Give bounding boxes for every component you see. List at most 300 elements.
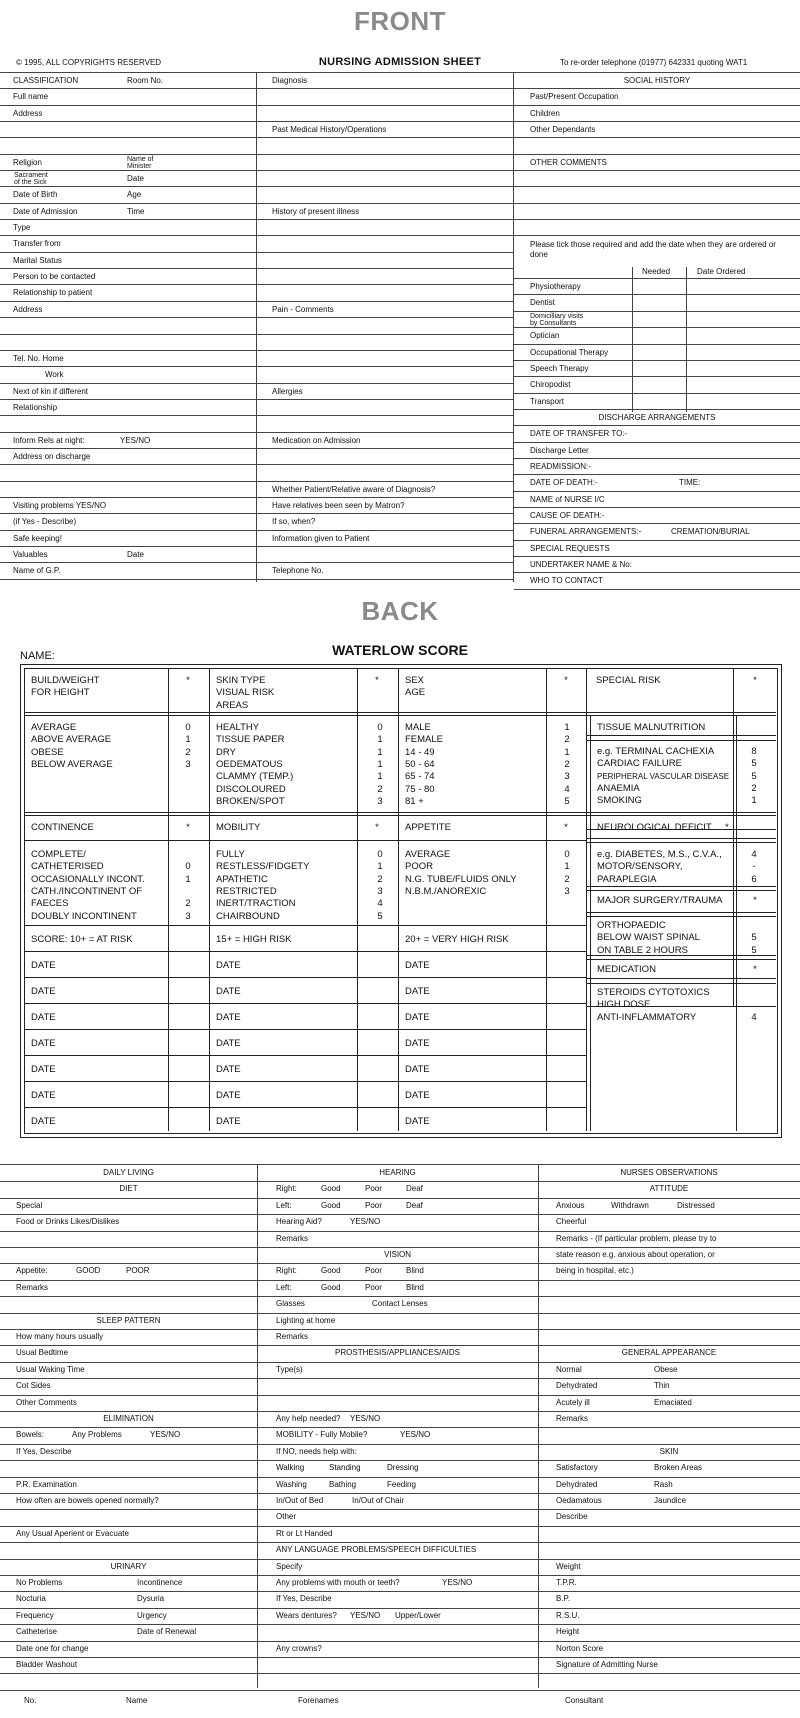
- waterlow-date-rule: [24, 1055, 586, 1056]
- discharge-row: [514, 443, 800, 459]
- front-left-row: [0, 514, 256, 530]
- front-right-row: [514, 187, 800, 203]
- discharge-label: WHO TO CONTACT: [530, 576, 603, 586]
- discharge-label: READMISSION:-: [530, 461, 591, 471]
- front-right-row: [514, 122, 800, 138]
- observations-option: Distressed: [677, 1200, 715, 1210]
- front-middle-row-label: Medication on Admission: [272, 435, 361, 445]
- front-left-row: [0, 465, 256, 481]
- front-middle-row-label: If so, when?: [272, 517, 316, 527]
- bottom-row-rule: [0, 1329, 800, 1330]
- front-right-row: [514, 220, 800, 236]
- front-left-row-label: CLASSIFICATION: [13, 76, 79, 85]
- daily-living-label: P.R. Examination: [16, 1479, 77, 1489]
- front-right-row: [514, 138, 800, 154]
- front-left-row: [0, 351, 256, 367]
- yes-no-option: YES/NO: [442, 1578, 473, 1587]
- waterlow-date-rule: [24, 977, 586, 978]
- service-label: Dentist: [530, 298, 555, 308]
- observations-label: Signature of Admitting Nurse: [556, 1660, 658, 1669]
- observations-label: Norton Score: [556, 1643, 604, 1653]
- continence-item: FAECES: [31, 898, 69, 910]
- bottom-row-rule: [0, 1641, 800, 1642]
- sex-score: 3: [564, 771, 570, 783]
- waterlow-col-line: [357, 668, 358, 1131]
- front-left-row-label: Date of Admission: [13, 206, 78, 216]
- discharge-row: [514, 541, 800, 557]
- front-middle-row: [257, 351, 513, 367]
- date-label: DATE: [216, 1012, 241, 1023]
- waterlow-col-line: [736, 715, 737, 1131]
- front-middle-row-label: History of present illness: [272, 206, 360, 216]
- observations-option: Emaciated: [654, 1397, 692, 1407]
- front-left-row-extra: Date: [127, 174, 144, 184]
- waterlow-col-line: [546, 668, 547, 1131]
- front-left-row-label: Transfer from: [13, 239, 61, 249]
- observations-label: Remarks: [556, 1414, 589, 1423]
- neuro-item: PARAPLEGIA: [597, 873, 657, 885]
- hearing-vision-label: Walking: [276, 1463, 305, 1473]
- continence-item: COMPLETE/: [31, 849, 86, 860]
- front-middle-row: [257, 465, 513, 481]
- mobility-score: 2: [377, 873, 383, 885]
- sex-item: 75 - 80: [405, 783, 435, 795]
- front-left-row: [0, 531, 256, 547]
- front-right-row-label: Children: [530, 108, 560, 118]
- daily-living-label: Special: [16, 1200, 43, 1210]
- front-left-row: [0, 220, 256, 236]
- hearing-vision-label: Left:: [276, 1282, 292, 1292]
- daily-living-label: No Problems: [16, 1578, 63, 1587]
- daily-living-label: Any Usual Aperient or Evacuate: [16, 1528, 129, 1538]
- observations-label: Cheerful: [556, 1217, 587, 1227]
- continence-score: 0: [185, 861, 191, 873]
- option-deaf-blind: Deaf: [406, 1200, 423, 1210]
- footer-label: No.: [24, 1696, 37, 1705]
- front-left-row: [0, 416, 256, 432]
- waterlow-date-rule: [24, 1081, 586, 1082]
- hearing-vision-header: VISION: [383, 1250, 412, 1259]
- discharge-row: [514, 508, 800, 524]
- front-left-row-label: Inform Rels at night:: [13, 435, 85, 445]
- front-middle-row: [257, 547, 513, 563]
- front-middle-row-label: Whether Patient/Relative aware of Diagnosis?: [272, 484, 436, 494]
- bottom-row-rule: [0, 1263, 800, 1264]
- daily-living-label: Other Comments: [16, 1397, 77, 1407]
- front-middle-row: [257, 253, 513, 269]
- front-middle-row: [257, 482, 513, 498]
- major-surgery-header: MAJOR SURGERY/TRAUMA: [597, 895, 723, 906]
- skin-score: 3: [377, 795, 383, 807]
- waterlow-rule: [24, 951, 586, 952]
- neurological-deficit-header: NEUROLOGICAL DEFICIT: [597, 822, 712, 833]
- date-label: DATE: [216, 986, 241, 997]
- special-risk-header: SPECIAL RISK: [596, 675, 661, 686]
- option-poor: Poor: [365, 1266, 382, 1276]
- mobility-score: 5: [377, 910, 383, 922]
- dentures-option: Upper/Lower: [395, 1610, 441, 1620]
- front-left-row-label: Relationship: [13, 402, 58, 412]
- hearing-vision-label: ANY LANGUAGE PROBLEMS/SPEECH DIFFICULTIES: [276, 1545, 477, 1555]
- front-middle-row: [257, 73, 513, 89]
- front-left-row: [0, 498, 256, 514]
- services-grid-line: [686, 267, 687, 413]
- star-marker: *: [753, 964, 757, 975]
- front-left-row-extra: YES/NO: [120, 435, 151, 445]
- yes-no-option: YES/NO: [350, 1414, 381, 1423]
- star-marker: *: [186, 822, 190, 833]
- front-left-row-label: Person to be contacted: [13, 272, 96, 282]
- observations-label: being in hospital, etc.): [556, 1266, 634, 1276]
- footer-label: Forenames: [298, 1696, 339, 1705]
- front-left-row-label: Address: [13, 304, 43, 314]
- build-item: AVERAGE: [31, 722, 77, 733]
- score-at-risk: SCORE: 10+ = AT RISK: [31, 934, 133, 945]
- daily-living-label: How often are bowels opened normally?: [16, 1496, 159, 1505]
- front-right-row: [514, 73, 800, 89]
- skin-score: 1: [377, 771, 383, 783]
- observations-label: Remarks - (If particular problem, please try to: [556, 1233, 717, 1243]
- service-row: [514, 328, 800, 344]
- skin-item: BROKEN/SPOT: [216, 795, 285, 807]
- discharge-label: SPECIAL REQUESTS: [530, 543, 610, 553]
- front-left-row-label: Name of G.P.: [13, 566, 61, 576]
- front-middle-row: [257, 449, 513, 465]
- build-item: OBESE: [31, 746, 64, 758]
- front-left-row-label: Type: [13, 223, 31, 233]
- daily-living-label: Bladder Washout: [16, 1660, 78, 1669]
- front-left-row: [0, 171, 256, 187]
- daily-living-label: Catheterise: [16, 1627, 57, 1637]
- tissue-score: 5: [751, 758, 757, 770]
- front-middle-row: [257, 400, 513, 416]
- sex-score: 2: [564, 734, 570, 746]
- mobility-score: 4: [377, 898, 383, 910]
- front-middle-row: [257, 187, 513, 203]
- front-middle-row: [257, 122, 513, 138]
- daily-living-header: URINARY: [110, 1561, 147, 1571]
- front-left-row-label: Valuables: [13, 549, 48, 559]
- waterlow-col-line: [590, 715, 591, 1131]
- time-label: TIME:: [679, 478, 701, 488]
- date-label: DATE: [405, 1038, 430, 1049]
- waterlow-col-line: [586, 668, 587, 1131]
- bottom-row-rule: [0, 1657, 800, 1658]
- date-label: DATE: [31, 960, 56, 971]
- tissue-item: CARDIAC FAILURE: [597, 758, 682, 770]
- daily-living-label: Frequency: [16, 1610, 54, 1620]
- service-label: Transport: [530, 396, 564, 406]
- observations-label: T.P.R.: [556, 1578, 577, 1587]
- observations-header: GENERAL APPEARANCE: [621, 1348, 717, 1358]
- hearing-vision-label: Specify: [276, 1561, 303, 1571]
- build-score: 0: [185, 722, 191, 733]
- hearing-vision-label: Rt or Lt Handed: [276, 1528, 333, 1538]
- front-right-row: [514, 155, 800, 171]
- daily-living-label: Nocturia: [16, 1594, 46, 1604]
- waterlow-right-rule: [586, 838, 776, 839]
- service-label: Speech Therapy: [530, 363, 589, 373]
- front-middle-row-label: Pain - Comments: [272, 304, 334, 314]
- hearing-vision-label: Any crowns?: [276, 1643, 322, 1653]
- build-item: ABOVE AVERAGE: [31, 734, 112, 746]
- discharge-row: [514, 573, 800, 589]
- daily-living-option: Dysuria: [137, 1594, 165, 1604]
- hearing-vision-label: Remarks: [276, 1233, 309, 1243]
- neuro-score: 4: [751, 849, 757, 860]
- build-header: BUILD/WEIGHT: [31, 675, 100, 686]
- front-middle-row: [257, 384, 513, 400]
- hearing-vision-header: HEARING: [379, 1168, 416, 1177]
- observations-option: Thin: [654, 1381, 670, 1391]
- discharge-row: [514, 475, 800, 491]
- build-score: 2: [185, 746, 191, 758]
- daily-living-label: Appetite:: [16, 1266, 48, 1276]
- skin-score: 2: [377, 783, 383, 795]
- hearing-vision-label: Type(s): [276, 1364, 303, 1374]
- front-middle-row: [257, 106, 513, 122]
- medication-item: STEROIDS CYTOTOXICS: [597, 987, 710, 998]
- date-label: DATE: [405, 1064, 430, 1075]
- star-marker: *: [186, 675, 190, 686]
- observations-option: Withdrawn: [611, 1200, 649, 1210]
- front-left-row: [0, 400, 256, 416]
- front-middle-row-label: Have relatives been seen by Matron?: [272, 500, 405, 510]
- front-middle-row: [257, 302, 513, 318]
- tissue-score: 1: [751, 795, 757, 807]
- front-left-row: [0, 547, 256, 563]
- daily-living-option: Urgency: [137, 1610, 167, 1620]
- tissue-score: 2: [751, 782, 757, 794]
- front-middle-row: [257, 285, 513, 301]
- front-left-column: [0, 73, 256, 580]
- waterlow-col-line: [209, 668, 210, 1131]
- help-option: Feeding: [387, 1479, 416, 1489]
- front-middle-row: [257, 220, 513, 236]
- option-good: Good: [321, 1266, 341, 1276]
- front-middle-row-label: Telephone No.: [272, 566, 324, 576]
- front-left-row-label: Visiting problems YES/NO: [13, 500, 107, 510]
- service-row: [514, 394, 800, 410]
- option-poor: Poor: [365, 1184, 382, 1194]
- waterlow-right-rule: [586, 983, 776, 984]
- front-middle-row: [257, 531, 513, 547]
- daily-living-option: Any Problems: [72, 1430, 122, 1440]
- sex-item: FEMALE: [405, 734, 444, 746]
- hearing-vision-label: Any help needed?: [276, 1414, 341, 1423]
- date-label: DATE: [216, 1038, 241, 1049]
- star-marker: *: [753, 675, 757, 686]
- date-label: DATE: [405, 960, 430, 971]
- option-poor: Poor: [365, 1282, 382, 1292]
- waterlow-right-rule: [586, 842, 776, 843]
- hearing-vision-label: If NO, needs help with:: [276, 1446, 357, 1456]
- hearing-vision-label: Hearing Aid?: [276, 1217, 322, 1227]
- discharge-row: [514, 426, 800, 442]
- front-right-row: [514, 89, 800, 105]
- date-ordered-label: Date Ordered: [697, 267, 746, 277]
- service-row: [514, 361, 800, 377]
- daily-living-label: How many hours usually: [16, 1332, 104, 1341]
- daily-living-option: POOR: [126, 1266, 150, 1276]
- mobility-item: CHAIRBOUND: [216, 910, 280, 922]
- tissue-item: PERIPHERAL VASCULAR DISEASE: [597, 771, 730, 781]
- date-label: DATE: [405, 1090, 430, 1101]
- hearing-vision-label: Lighting at home: [276, 1315, 336, 1325]
- appetite-score: 3: [564, 885, 570, 897]
- discharge-row: [514, 459, 800, 475]
- front-right-row: [514, 106, 800, 122]
- appetite-score: 2: [564, 873, 570, 885]
- front-left-row-label: (if Yes - Describe): [13, 517, 77, 527]
- option-deaf-blind: Deaf: [406, 1184, 423, 1194]
- option-good: Good: [321, 1282, 341, 1292]
- waterlow-right-rule: [586, 890, 776, 891]
- front-right-row-label: OTHER COMMENTS: [530, 157, 607, 167]
- bottom-row-rule: [0, 1624, 800, 1625]
- sex-item: 65 - 74: [405, 771, 435, 783]
- footer-label: Name: [126, 1696, 148, 1705]
- date-label: DATE: [405, 1012, 430, 1023]
- star-marker: *: [564, 675, 568, 686]
- front-left-row-extra: Age: [127, 190, 142, 200]
- front-middle-row: [257, 269, 513, 285]
- front-left-row-extra: Time: [127, 206, 145, 216]
- name-label: NAME:: [20, 650, 55, 662]
- date-label: DATE: [216, 1116, 241, 1127]
- front-left-row: [0, 482, 256, 498]
- star-marker: *: [725, 822, 729, 833]
- continence-item: OCCASIONALLY INCONT.: [31, 873, 145, 885]
- skin-item: DRY: [216, 746, 236, 758]
- appetite-score: 0: [564, 849, 570, 860]
- service-label: Domicilliary visits by Consultants: [530, 312, 584, 327]
- front-middle-row: [257, 514, 513, 530]
- contact-lenses-option: Contact Lenses: [372, 1299, 428, 1309]
- neuro-score: -: [752, 861, 756, 873]
- observations-option: Broken Areas: [654, 1463, 703, 1473]
- discharge-row: [514, 524, 800, 540]
- daily-living-header: SLEEP PATTERN: [96, 1315, 161, 1325]
- front-left-row-label: Next of kin if different: [13, 386, 88, 396]
- discharge-label: CAUSE OF DEATH:-: [530, 510, 605, 520]
- bottom-row-rule: [0, 1362, 800, 1363]
- front-right-column: [514, 73, 800, 590]
- observations-label: state reason e.g. anxious about operation, or: [556, 1250, 715, 1259]
- date-label: DATE: [31, 986, 56, 997]
- front-left-row: [0, 236, 256, 252]
- front-left-row: [0, 106, 256, 122]
- sex-header: AGE: [405, 687, 426, 699]
- front-left-row: [0, 122, 256, 138]
- mobility-header: MOBILITY: [216, 822, 261, 833]
- front-middle-row: [257, 367, 513, 383]
- daily-living-label: Cot Sides: [16, 1381, 51, 1391]
- sex-item: 50 - 64: [405, 758, 435, 770]
- medication-header: MEDICATION: [597, 964, 656, 975]
- waterlow-rule: [24, 812, 776, 816]
- appetite-header: APPETITE: [405, 822, 451, 833]
- service-row: [514, 377, 800, 393]
- front-left-row: [0, 335, 256, 351]
- skin-score: 1: [377, 758, 383, 770]
- front-middle-row: [257, 89, 513, 105]
- continence-header: CONTINENCE: [31, 822, 94, 833]
- star-marker: *: [375, 675, 379, 686]
- option-good: Good: [321, 1184, 341, 1194]
- front-left-row: [0, 563, 256, 579]
- front-left-row: [0, 138, 256, 154]
- services-grid-line: [632, 267, 633, 413]
- neuro-item: e.g. DIABETES, M.S., C.V.A.,: [597, 849, 722, 860]
- bottom-row-rule: [0, 1214, 800, 1215]
- front-right-row: [514, 171, 800, 187]
- star-marker: *: [753, 895, 757, 906]
- copyright-notice: © 1995, ALL COPYRIGHTS RESERVED: [16, 58, 162, 67]
- front-middle-row: [257, 318, 513, 334]
- bottom-row-rule: [0, 1378, 800, 1379]
- front-left-row: [0, 253, 256, 269]
- score-high-risk: 15+ = HIGH RISK: [216, 934, 292, 945]
- option-deaf-blind: Blind: [406, 1282, 424, 1292]
- front-left-row-label: Work: [45, 370, 64, 380]
- waterlow-right-rule: [586, 912, 776, 913]
- daily-living-label: If Yes, Describe: [16, 1446, 72, 1456]
- observations-label: R.S.U.: [556, 1610, 580, 1620]
- skin-item: CLAMMY (TEMP.): [216, 771, 294, 783]
- continence-item: CATHETERISED: [31, 861, 104, 873]
- discharge-label: UNDERTAKER NAME & No:: [530, 559, 632, 569]
- service-row: [514, 279, 800, 295]
- front-middle-row: [257, 563, 513, 579]
- observations-label: B.P.: [556, 1594, 571, 1604]
- hearing-vision-label: In/Out of Bed: [276, 1496, 324, 1505]
- front-left-row-label: Religion: [13, 157, 42, 167]
- help-option: In/Out of Chair: [352, 1496, 405, 1505]
- observations-label: Describe: [556, 1512, 588, 1522]
- tissue-item: ANAEMIA: [597, 782, 640, 794]
- daily-living-label: Food or Drinks Likes/Dislikes: [16, 1217, 120, 1227]
- star-marker: *: [375, 822, 379, 833]
- front-left-row-extra: Room No.: [127, 76, 164, 85]
- ortho-item: ORTHOPAEDIC: [597, 920, 666, 931]
- discharge-label: NAME of NURSE I/C: [530, 494, 605, 504]
- appetite-item: N.G. TUBE/FLUIDS ONLY: [405, 873, 517, 885]
- tissue-score: 8: [751, 746, 757, 757]
- discharge-label: DATE OF DEATH:-: [530, 478, 598, 488]
- front-right-row-label: Past/Present Occupation: [530, 92, 619, 102]
- sex-score: 5: [564, 795, 570, 807]
- sex-score: 2: [564, 758, 570, 770]
- sex-item: MALE: [405, 722, 431, 733]
- observations-label: Normal: [556, 1364, 582, 1374]
- hearing-vision-label: Washing: [276, 1479, 307, 1489]
- waterlow-date-rule: [24, 1003, 586, 1004]
- front-left-row-label: Full name: [13, 92, 49, 102]
- appetite-score: 1: [564, 861, 570, 873]
- daily-living-label: Remarks: [16, 1282, 49, 1292]
- skin-item: HEALTHY: [216, 722, 260, 733]
- hearing-vision-label: Glasses: [276, 1299, 305, 1309]
- date-label: DATE: [216, 960, 241, 971]
- yes-no-option: YES/NO: [350, 1610, 381, 1620]
- ortho-score: 5: [751, 932, 757, 944]
- observations-label: Acutely ill: [556, 1397, 590, 1407]
- front-middle-row-label: Allergies: [272, 386, 303, 396]
- front-left-row-label: Address: [13, 108, 43, 118]
- front-left-row: [0, 89, 256, 105]
- waterlow-right-rule: [586, 740, 776, 741]
